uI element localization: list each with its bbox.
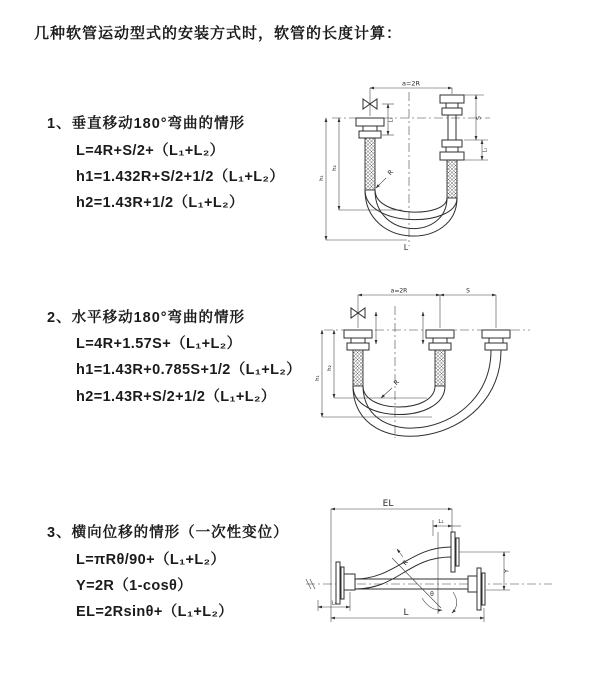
left-fitting [356,118,384,190]
left-fitting [344,330,372,386]
svg-text:R: R [392,378,402,388]
right-fitting [482,330,510,350]
lower-right-flange [468,568,485,610]
svg-text:L: L [403,608,409,618]
svg-text:L₂: L₂ [331,600,337,607]
dim-a2r [358,288,440,296]
svg-text:L₁: L₁ [482,147,489,153]
radius-callout [397,549,410,567]
dim-l2 [318,592,350,611]
svg-text:θ: θ [430,591,434,598]
svg-text:h₁: h₁ [315,375,321,381]
braided-hose-left [365,138,375,190]
svg-text:h₁: h₁ [319,175,325,181]
svg-text:Y: Y [502,569,511,573]
svg-text:R: R [386,168,396,178]
page-title: 几种软管运动型式的安装方式时，软管的长度计算： [34,25,403,42]
section-1-formula-h1: h1=1.432R+S/2+1/2（L₁+L₂） [76,169,285,185]
section-1-heading: 1、垂直移动180°弯曲的情形 [47,116,246,132]
left-flange [336,562,355,604]
svg-text:L₁: L₁ [388,117,395,123]
dim-el [331,499,452,622]
section-3-formula-y: Y=2R（1-cosθ） [76,578,193,594]
diagram-vertical-180-bend [312,78,542,254]
section-3-formula-el: EL=2Rsinθ+（L₁+L₂） [76,604,234,620]
section-1-formula-h2: h2=1.43R+1/2（L₁+L₂） [76,195,244,211]
u-bend-hose [365,190,457,236]
braided-hose-left [353,350,363,386]
svg-text:S: S [475,116,483,120]
section-2-formula-l: L=4R+1.57S+（L₁+L₂） [76,336,242,352]
svg-text:h₂: h₂ [332,165,338,171]
section-3-formula-l: L=πRθ/90+（L₁+L₂） [76,552,226,568]
dim-l [331,608,484,622]
radius-callout [376,168,395,188]
braided-hose-right [447,160,457,198]
label-L: L [403,243,409,252]
dim-h2 [327,330,427,398]
svg-text:L₁: L₁ [438,519,444,525]
dim-h1 [315,330,432,417]
diagram-lateral-displacement [300,496,562,658]
dim-l1 [433,519,461,536]
section-2-heading: 2、水平移动180°弯曲的情形 [47,310,246,326]
angle-theta [392,532,457,614]
section-3-heading: 3、横向位移的情形（一次性变位） [47,525,289,541]
diagram-horizontal-180-bend [312,286,547,458]
svg-text:EL: EL [382,499,394,509]
valve-icon [363,88,377,116]
svg-text:h₂: h₂ [327,365,333,371]
section-1-formula-l: L=4R+S/2+（L₁+L₂） [76,143,225,159]
section-2-formula-h2: h2=1.43R+S/2+1/2（L₁+L₂） [76,389,276,405]
svg-text:S: S [466,287,470,295]
braided-hose-middle [435,350,445,386]
radius-callout [381,378,401,398]
svg-text:a=2R: a=2R [401,79,421,88]
hose-s-curve-position [355,547,451,589]
right-fitting [440,95,464,198]
section-2-formula-h1: h1=1.43R+0.785S+1/2（L₁+L₂） [76,362,302,378]
dim-s [464,95,488,140]
middle-fitting [426,330,454,386]
dim-s [440,288,496,329]
svg-text:R: R [400,558,410,568]
dim-l1-right [464,140,489,160]
svg-text:a=2R: a=2R [390,287,408,295]
u-bend-hose [353,350,501,436]
dim-a2r [370,80,452,95]
upper-right-flange [451,532,459,572]
valve-icon [351,295,365,328]
